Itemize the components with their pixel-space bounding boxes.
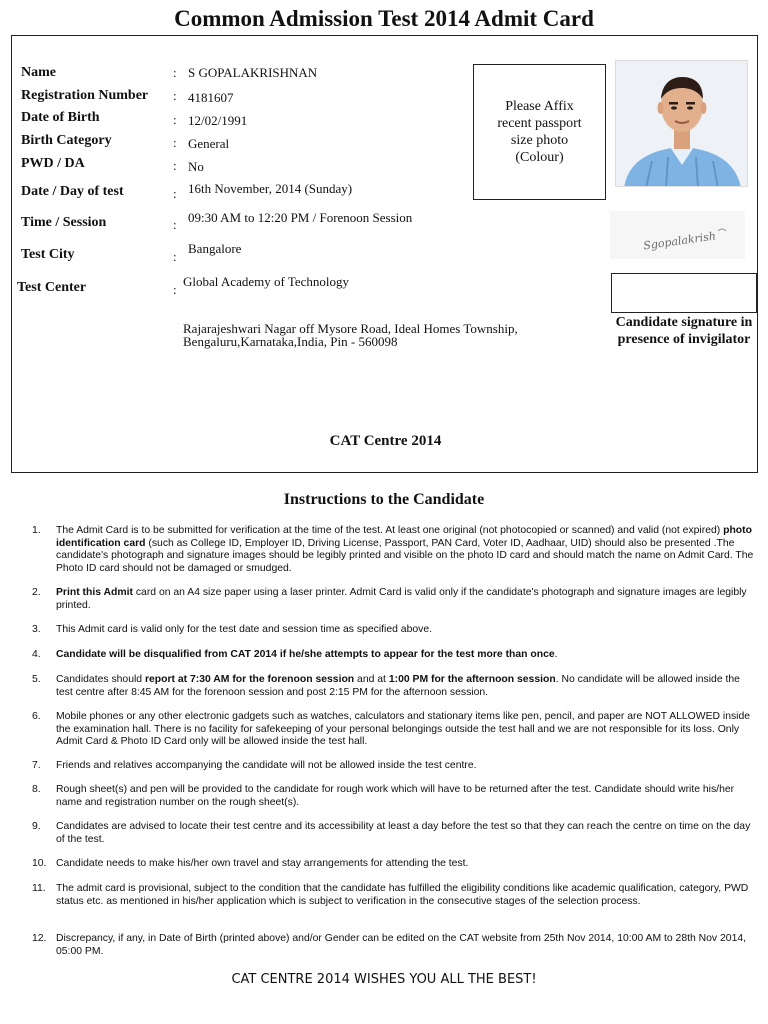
- colon: :: [173, 65, 177, 80]
- instruction-text: [56, 587, 756, 612]
- instruction-text-part: Candidates are advised to locate their test centre and its accessibility at least a day before the test so that they can reach the centre on time on the day of the test.: [56, 821, 751, 845]
- birth-category-label: Birth Category: [21, 133, 112, 148]
- instruction-text: [56, 933, 756, 958]
- instruction-number: 3.: [32, 624, 41, 635]
- instruction-number: 7.: [32, 760, 41, 771]
- test-date-value: 16th November, 2014 (Sunday): [188, 181, 353, 196]
- date-of-birth-value: 12/02/1991: [188, 113, 248, 128]
- affix-photo-box: [473, 64, 606, 200]
- best-wishes-footer: CAT CENTRE 2014 WISHES YOU ALL THE BEST!: [231, 972, 537, 987]
- instruction-text: [56, 624, 756, 637]
- pwd-da-value: No: [188, 159, 204, 174]
- instruction-text-part: The Admit Card is to be submitted for verification at the time of the test. At least one original (not photocopied or scanned) and valid (not expired): [56, 525, 724, 536]
- instruction-number: 10.: [32, 858, 47, 869]
- instruction-text-part: Candidates should: [56, 674, 145, 685]
- test-city-label: Test City: [21, 247, 75, 262]
- test-center-name: Global Academy of Technology: [183, 274, 350, 289]
- instructions-title: Instructions to the Candidate: [283, 491, 485, 508]
- instruction-number: 4.: [32, 649, 41, 660]
- registration-number-label: Registration Number: [21, 88, 149, 103]
- instruction-text-part: Candidate needs to make his/her own travel and stay arrangements for attending the test.: [56, 858, 469, 869]
- instruction-text-part: card on an A4 size paper using a laser printer. Admit Card is valid only if the candidate's photograph and signature images are legibly printed.: [56, 587, 747, 611]
- instruction-text-part: and at: [354, 674, 389, 685]
- test-city-value: Bangalore: [188, 241, 242, 256]
- instruction-text-part: Friends and relatives accompanying the candidate will not be allowed inside the test centre.: [56, 760, 477, 771]
- instruction-text: [56, 883, 756, 908]
- invigilator-signature-box: [611, 273, 757, 313]
- instruction-number: 6.: [32, 711, 41, 722]
- instruction-bold-text: Candidate will be disqualified from CAT 2014 if he/she attempts to appear for the test more than once: [56, 649, 555, 660]
- candidate-signature-scan: [610, 211, 745, 259]
- instruction-text: [56, 784, 756, 809]
- candidate-photo-image: [616, 61, 748, 187]
- instruction-text-part: Mobile phones or any other electronic gadgets such as watches, calculators and stationary items like pen, pencil, and paper are NOT ALLOWED inside the examination hall. There is no facility for safekeeping of your personal belongings outside the test hall and we are not responsible for its loss. Only Admit Card & Photo ID Card only will be allowed inside the test hall.: [56, 711, 751, 747]
- name-value: S GOPALAKRISHNAN: [188, 65, 318, 80]
- colon: :: [173, 249, 177, 264]
- colon: :: [173, 217, 177, 232]
- instruction-text: [56, 760, 756, 773]
- instruction-text-part: . No candidate will be allowed inside the test centre after 8:45 AM for the forenoon session and post 2:15 PM for the afternoon session.: [56, 674, 740, 698]
- instruction-text-part: Discrepancy, if any, in Date of Birth (printed above) and/or Gender can be edited on the CAT website from 25th Nov 2014, 10:00 AM to 28th Nov 2014, 05:00 PM.: [56, 933, 747, 957]
- instruction-text-part: The admit card is provisional, subject to the condition that the candidate has fulfilled the eligibility conditions like academic qualification, category, PWD status etc. as mentioned in his/her application which is subject to verification in the consecutive stages of the selection process.: [56, 883, 749, 907]
- instruction-bold-text: Print this Admit: [56, 587, 133, 598]
- instruction-text-part: This Admit card is valid only for the test date and session time as specified above.: [56, 624, 432, 635]
- instruction-text: [56, 674, 756, 699]
- instruction-text-part: Rough sheet(s) and pen will be provided to the candidate for rough work which will have to be returned after the test. Candidate should write his/her name and registration number on the rough sheet(s).: [56, 784, 735, 808]
- instruction-text: [56, 821, 756, 846]
- candidate-photo: [615, 60, 748, 187]
- instruction-text: [56, 711, 756, 749]
- instruction-number: 1.: [32, 525, 41, 536]
- card-footer-centre: CAT Centre 2014: [329, 433, 442, 449]
- test-center-address-line1: Rajarajeshwari Nagar off Mysore Road, Ideal Homes Township,: [183, 321, 518, 336]
- signature-image: [610, 211, 745, 259]
- test-center-label: Test Center: [17, 280, 87, 295]
- instruction-bold-text: 1:00 PM for the afternoon session: [388, 674, 556, 685]
- instruction-text-part: .: [554, 649, 558, 660]
- date-of-birth-label: Date of Birth: [21, 110, 100, 125]
- instruction-bold-text: photo identification card: [56, 525, 752, 549]
- colon: :: [173, 135, 177, 150]
- name-label: Name: [21, 65, 56, 80]
- colon: :: [173, 282, 177, 297]
- birth-category-value: General: [188, 136, 230, 151]
- test-center-address-line2: Bengaluru,Karnataka,India, Pin - 560098: [183, 334, 398, 349]
- instruction-text-part: (such as College ID, Employer ID, Driving License, Passport, PAN Card, Voter ID, Aadhaar, UID) should also be presented .The candidate's photograph and signature images should be legibly printed and visible on the photo ID card and should match the name on Admit Card. The Photo ID card should not be damaged or smudged.: [56, 537, 754, 574]
- signature-text: Sgopalakrish: [642, 229, 717, 253]
- time-session-label: Time / Session: [21, 215, 107, 230]
- admit-card-title: Common Admission Test 2014 Admit Card: [174, 6, 594, 31]
- registration-number-value: 4181607: [188, 90, 234, 105]
- instruction-bold-text: report at 7:30 AM for the forenoon session: [144, 674, 355, 685]
- time-session-value: 09:30 AM to 12:20 PM / Forenoon Session: [188, 210, 413, 225]
- colon: :: [173, 88, 177, 103]
- colon: :: [173, 112, 177, 127]
- admit-card-box: [11, 35, 758, 473]
- instruction-number: 8.: [32, 784, 41, 795]
- instruction-number: 11.: [32, 883, 46, 894]
- test-date-label: Date / Day of test: [21, 184, 124, 199]
- colon: :: [173, 186, 177, 201]
- instruction-text: [56, 525, 756, 575]
- affix-photo-text: Please Affix recent passport size photo (Colour): [497, 99, 582, 165]
- instruction-number: 9.: [32, 821, 41, 832]
- instruction-text: [56, 649, 756, 662]
- instruction-text: [56, 858, 756, 871]
- pwd-da-label: PWD / DA: [21, 156, 85, 171]
- instruction-number: 12.: [32, 933, 47, 944]
- signature-caption: Candidate signature in presence of invigilator: [615, 315, 753, 347]
- instruction-number: 2.: [32, 587, 41, 598]
- colon: :: [173, 158, 177, 173]
- instruction-number: 5.: [32, 674, 41, 685]
